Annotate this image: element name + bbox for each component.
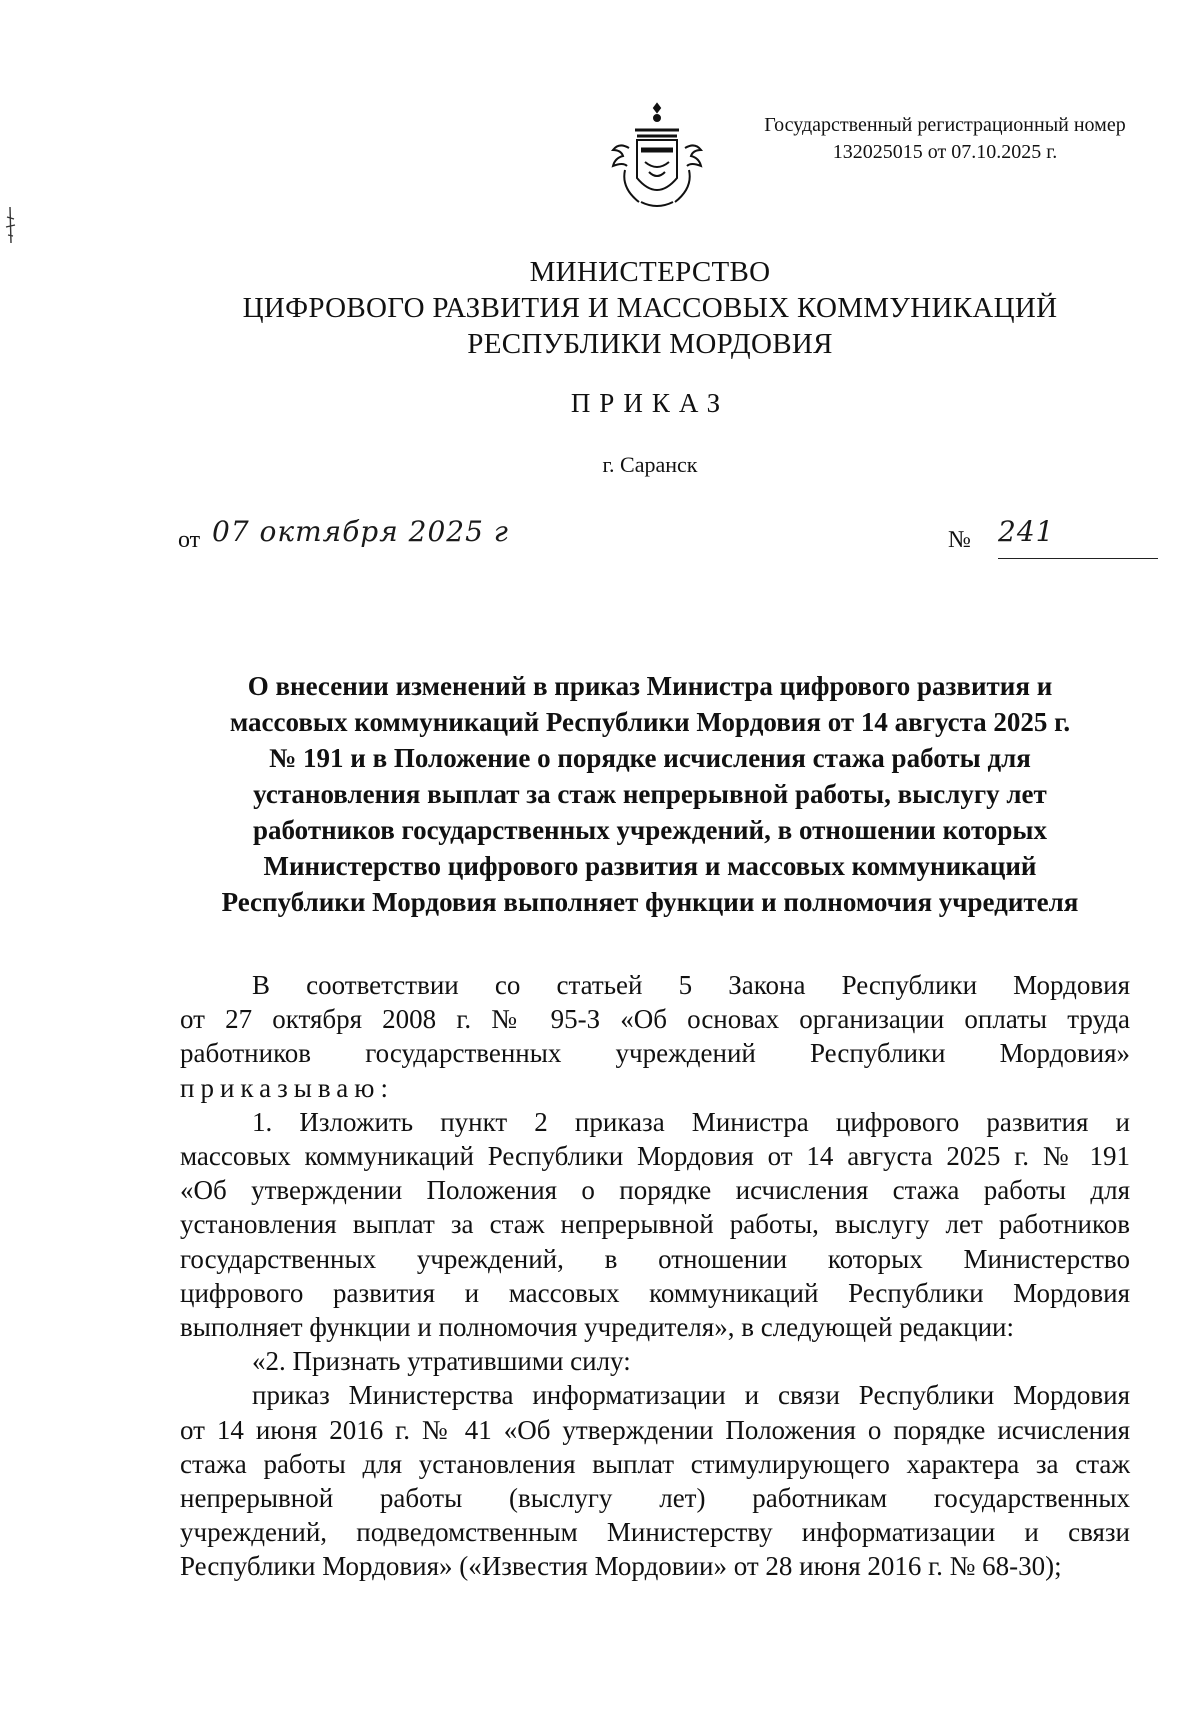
city: г. Саранск (602, 452, 698, 477)
body-line: приказ Министерства информатизации и связи Республики Мордовия (252, 1380, 1130, 1411)
body-line: от 14 июня 2016 г. № 41 «Об утверждении Положения о порядке исчисления (180, 1414, 1130, 1445)
date-prefix: от (178, 527, 201, 553)
title-line: № 191 и в Положение о порядке исчисления стажа работы для (269, 743, 1031, 773)
body-line: цифрового развития и массовых коммуникаций Республики Мордовия (180, 1277, 1130, 1308)
body-line: В соответствии со статьей 5 Закона Республики Мордовия (252, 970, 1130, 1000)
body-line: государственных учреждений, в отношении которых Министерство (180, 1243, 1130, 1274)
body-line: «Об утверждении Положения о порядке исчисления стажа работы для (180, 1175, 1130, 1206)
body-line: работников государственных учреждений Республики Мордовия» (180, 1038, 1130, 1069)
ministry-heading (150, 254, 1150, 362)
document-title (190, 668, 1110, 920)
number-underline (998, 558, 1158, 559)
body-line: стажа работы для установления выплат стимулирующего характера за стаж (180, 1448, 1130, 1479)
title-line: массовых коммуникаций Республики Мордовия от 14 августа 2025 г. (229, 707, 1071, 737)
title-line: Республики Мордовия выполняет функции и полномочия учредителя (221, 887, 1079, 917)
body-line: непрерывной работы (выслугу лет) работникам государственных (180, 1483, 1130, 1514)
ministry-line: ЦИФРОВОГО РАЗВИТИЯ И МАССОВЫХ КОММУНИКАЦИЙ (242, 292, 1058, 324)
title-line: работников государственных учреждений, в отношении которых (253, 815, 1047, 845)
document-type: ПРИКАЗ (570, 388, 730, 418)
body-line: установления выплат за стаж непрерывной работы, выслугу лет работников (180, 1209, 1130, 1240)
body-line: Республики Мордовия» («Известия Мордовии» от 28 июня 2016 г. № 68-30); (180, 1551, 1062, 1582)
document-body (180, 968, 1130, 1584)
body-line: от 27 октября 2008 г. № 95-З «Об основах организации оплаты труда (180, 1004, 1130, 1035)
title-line: Министерство цифрового развития и массовых коммуникаций (263, 851, 1037, 881)
registration-line: Государственный регистрационный номер (764, 114, 1126, 136)
handwritten-number: 241 (998, 515, 1055, 548)
body-line: «2. Признать утратившими силу: (252, 1346, 631, 1377)
scan-artifact-icon (4, 205, 18, 245)
title-line: О внесении изменений в приказ Министра цифрового развития и (247, 671, 1053, 701)
ministry-line: МИНИСТЕРСТВО (529, 256, 771, 288)
registration-number-block (740, 112, 1150, 166)
number-prefix: № (948, 527, 971, 553)
handwritten-date: 07 октября 2025 г (212, 515, 509, 548)
body-line: выполняет функции и полномочия учредителя», в следующей редакции: (180, 1312, 1014, 1343)
mordovia-coat-of-arms-icon (605, 100, 709, 212)
title-line: установления выплат за стаж непрерывной работы, выслугу лет (253, 779, 1047, 809)
body-line: массовых коммуникаций Республики Мордовия от 14 августа 2025 г. № 191 (180, 1141, 1130, 1172)
ministry-line: РЕСПУБЛИКИ МОРДОВИЯ (467, 328, 833, 360)
body-line: 1. Изложить пункт 2 приказа Министра цифрового развития и (252, 1106, 1130, 1137)
body-line: приказываю: (180, 1072, 394, 1103)
registration-line: 132025015 от 07.10.2025 г. (832, 141, 1058, 163)
date-number-line (178, 515, 1158, 559)
body-line: учреждений, подведомственным Министерству информатизации и связи (180, 1517, 1130, 1548)
